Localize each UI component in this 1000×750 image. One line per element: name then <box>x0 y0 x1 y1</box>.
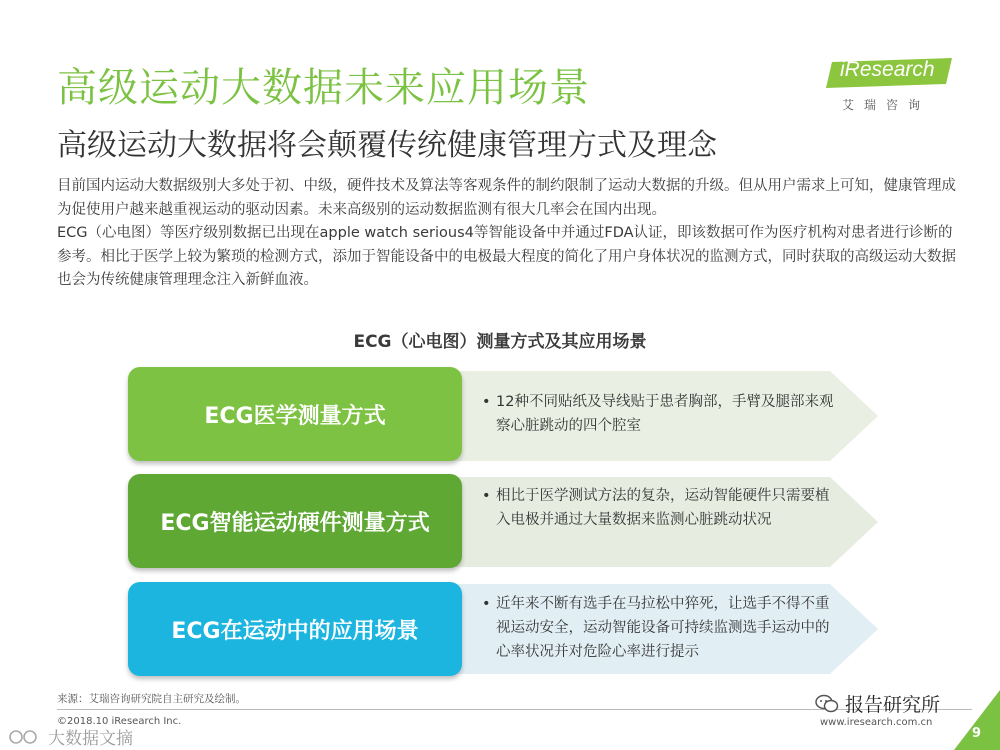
corner-decoration <box>950 690 1000 750</box>
row-1-description-text: 12种不同贴纸及导线贴于患者胸部，手臂及腿部来观察心脏跳动的四个腔室 <box>496 394 834 434</box>
row-2-label-box <box>128 474 462 568</box>
page-number: 9 <box>972 726 982 741</box>
wechat-account <box>815 690 940 717</box>
bullet-icon: • <box>482 488 491 504</box>
row-1-label-box <box>128 367 462 461</box>
wechat-icon <box>815 694 839 714</box>
intro-paragraph-1: 目前国内运动大数据级别大多处于初、中级，硬件技术及算法等客观条件的制约限制了运动大数据的升级。但从用户需求上可知，健康管理成为促使用户越来越重视运动的驱动因素。未来高级别的运动数据监测有很大几率会在国内出现。 <box>57 178 956 218</box>
row-2-description-text: 相比于医学测试方法的复杂，运动智能硬件只需要植入电极并通过大量数据来监测心脏跳动状况 <box>496 488 830 528</box>
intro-text <box>57 175 957 293</box>
logo-cn-text: 艾瑞咨询 <box>842 98 931 112</box>
row-2-label: ECG智能运动硬件测量方式 <box>160 510 430 536</box>
row-3-description <box>482 592 834 664</box>
page-subtitle: 高级运动大数据将会颠覆传统健康管理方式及理念 <box>57 128 717 163</box>
copyright-text: ©2018.10 iResearch Inc. <box>57 716 182 727</box>
row-1-description <box>482 390 834 438</box>
watermark <box>8 724 133 749</box>
watermark-logo-icon <box>8 728 42 746</box>
row-3-description-text: 近年来不断有选手在马拉松中猝死，让选手不得不重视运动安全，运动智能设备可持续监测选手运动中的心率状况并对危险心率进行提示 <box>496 596 830 660</box>
watermark-text: 大数据文摘 <box>48 729 133 749</box>
iresearch-logo <box>826 56 956 116</box>
bullet-icon: • <box>482 394 491 410</box>
intro-paragraph-2: ECG（心电图）等医疗级别数据已出现在apple watch serious4等智能设备中并通过FDA认证，即该数据可作为医疗机构对患者进行诊断的参考。相比于医学上较为繁琐的检测方式，添加于智能设备中的电极最大程度的简化了用户身体状况的监测方式，同时获取的高级运动大数据也会为传统健康管理理念注入新鲜血液。 <box>57 225 956 289</box>
bullet-icon: • <box>482 596 491 612</box>
row-1-label: ECG医学测量方式 <box>204 403 386 429</box>
row-2-description <box>482 484 834 532</box>
wechat-name: 报告研究所 <box>845 694 941 716</box>
diagram-title: ECG（心电图）测量方式及其应用场景 <box>353 332 647 352</box>
footer-url: www.iresearch.com.cn <box>820 717 933 728</box>
source-note: 来源：艾瑞咨询研究院自主研究及绘制。 <box>57 693 246 705</box>
logo-text: iResearch <box>840 58 935 81</box>
row-3-label: ECG在运动中的应用场景 <box>171 618 419 644</box>
page-title: 高级运动大数据未来应用场景 <box>57 65 590 111</box>
row-3-label-box <box>128 582 462 676</box>
